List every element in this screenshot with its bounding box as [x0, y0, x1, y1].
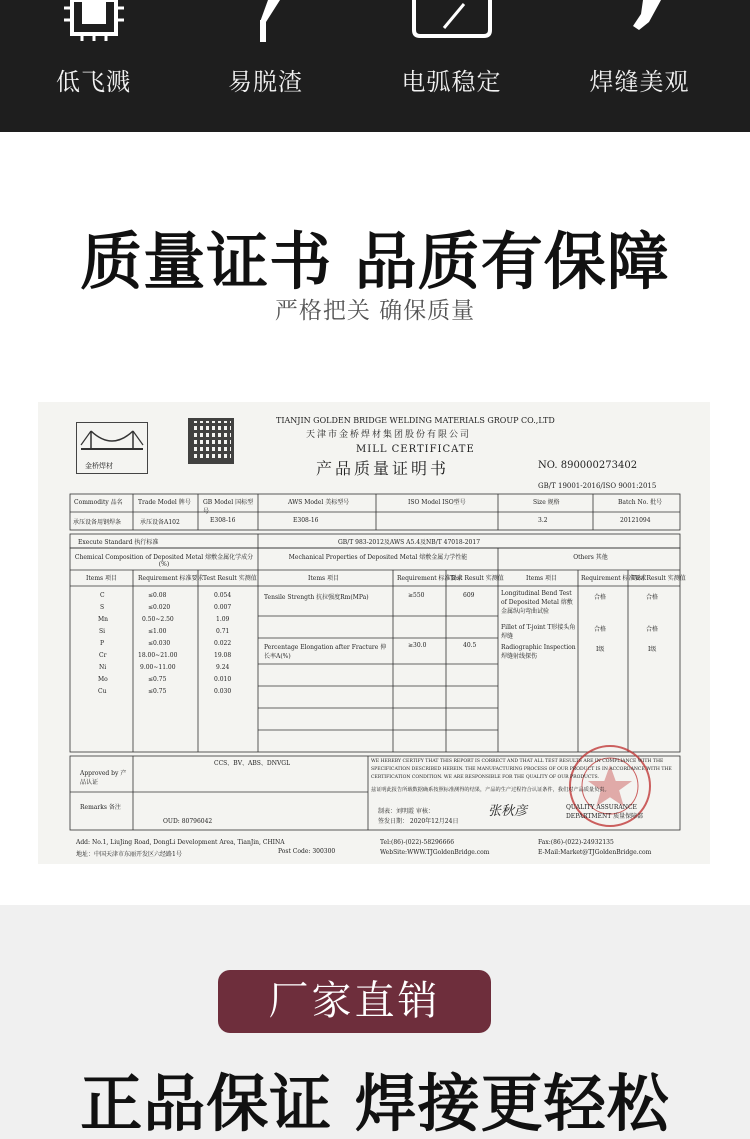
col-test-result: Test Result 实测值 — [203, 575, 257, 582]
table-row: Mn — [98, 616, 109, 623]
table-cell: 9.00~11.00 — [140, 664, 176, 671]
table-row: Radiographic Inspection 焊缝射线探伤 — [501, 644, 576, 660]
certification-statement: WE HEREBY CERTIFY THAT THIS REPORT IS CORRECT AND THAT ALL TEST RESULTS ARE IN COMPLIANCE WITH THE SPECIFICATION DESCRIBED HEREIN. THE MANUFACTURING PROCESS OF OUR PRODUCT IS IN ACCORDANCE WITH THE CERTIFICATION CONDITION. WE ARE RESPONSIBLE FOR THE QUALITY OF OUR PRODUCTS. — [371, 759, 672, 780]
table-cell: 609 — [463, 592, 475, 599]
company-name-en: TIANJIN GOLDEN BRIDGE WELDING MATERIALS GROUP CO.,LTD — [276, 416, 555, 425]
table-cell: ≤0.020 — [148, 604, 171, 611]
feature-label: 低飞溅 — [56, 68, 131, 96]
header-size: Size 规格 — [533, 499, 560, 506]
table-row: C — [100, 592, 105, 599]
table-cell: ≥30.0 — [408, 642, 427, 649]
table-cell: 合格 — [646, 626, 659, 633]
remarks-value: OUD: 80796042 — [163, 818, 213, 825]
mechanical-title: Mechanical Properties of Deposited Metal 熔敷金属力学性能 — [288, 554, 468, 561]
col-requirement: Requirement 标准要求 — [397, 575, 463, 582]
table-cell: 1.09 — [216, 616, 230, 623]
table-cell: 9.24 — [216, 664, 230, 671]
issue-date: 签发日期： 2020年12月24日 — [378, 818, 459, 825]
table-cell: 40.5 — [463, 642, 477, 649]
others-title: Others 其他 — [573, 554, 608, 561]
table-cell: 0.022 — [214, 640, 232, 647]
cert-number: NO. 890000273402 — [538, 460, 638, 471]
table-cell: ≤0.75 — [148, 688, 167, 695]
address-en: Add: No.1, LiuJing Road, DongLi Development Area, TianJin, CHINA — [76, 839, 285, 846]
quality-title: 质量证书 品质有保障 — [80, 225, 670, 298]
doc-title-en: MILL CERTIFICATE — [356, 444, 475, 455]
table-row: Longitudinal Bend Test of Deposited Metal 熔敷金属纵向弯曲试验 — [501, 590, 573, 615]
welding-rod-icon — [246, 0, 286, 48]
post-code: Post Code: 300300 — [278, 848, 336, 855]
table-cell: ≤1.00 — [148, 628, 167, 635]
bridge-logo-icon — [77, 423, 147, 457]
table-row: Percentage Elongation after Fracture 伸长率A(%) — [264, 644, 387, 660]
col-items: Items 项目 — [526, 575, 558, 582]
doc-title-cn: 产品质量证明书 — [316, 459, 450, 478]
brand-logo — [76, 422, 148, 474]
col-requirement: Requirement 标准要求 — [138, 575, 204, 582]
value-commodity: 承压设备用钢焊条 — [73, 519, 122, 526]
table-cell: I级 — [648, 646, 657, 653]
chemical-title: Chemical Composition of Deposited Metal 熔敷金属化学成分(%) — [74, 554, 254, 568]
remarks-label: Remarks 备注 — [80, 804, 121, 811]
table-cell: 0.71 — [216, 628, 230, 635]
signer: 制表：刘明霞 审核： — [378, 808, 434, 815]
table-cell: 合格 — [646, 594, 659, 601]
brand-name: 金桥焊材 — [85, 462, 113, 470]
table-cell: 合格 — [594, 626, 607, 633]
table-row: Cr — [99, 652, 107, 659]
qa-department: QUALITY ASSURANCE DEPARTMENT 质量保障部 — [566, 804, 644, 820]
iso-standard: GB/T 19001-2016/ISO 9001:2015 — [538, 482, 657, 490]
factory-direct-badge: 厂家直销 — [218, 970, 491, 1033]
certification-statement-cn: 兹证明此报告所载数据确系按照标准测得的结果，产品的生产过程符合认证条件，我们对产品质量负责。 — [371, 787, 610, 793]
address-cn: 地址：中国天津市东丽开发区六经路1号 — [76, 851, 182, 858]
factory-title: 正品保证 焊接更轻松 — [80, 1067, 670, 1139]
execute-standard-label: Execute Standard 执行标准 — [78, 539, 159, 546]
col-requirement: Requirement 标准要求 — [581, 575, 647, 582]
table-cell: ≤0.75 — [148, 676, 167, 683]
table-row: Mo — [98, 676, 108, 683]
table-cell: 18.00~21.00 — [138, 652, 178, 659]
table-cell: ≥550 — [408, 592, 425, 599]
col-items: Items 项目 — [86, 575, 118, 582]
feature-band — [0, 0, 750, 132]
approved-value: CCS、BV、ABS、DNVGL — [214, 760, 291, 767]
header-aws-model: AWS Model 美标型号 — [288, 499, 350, 506]
table-cell: ≤0.030 — [148, 640, 171, 647]
quality-subtitle: 严格把关 确保质量 — [274, 298, 476, 324]
table-row: S — [100, 604, 105, 611]
col-test-result: Test Result 实测值 — [632, 575, 686, 582]
table-row: Cu — [98, 688, 107, 695]
execute-standard-value: GB/T 983-2012及AWS A5.4及NB/T 47018-2017 — [338, 539, 481, 546]
header-gb-model: GB Model 国标型号 — [203, 499, 254, 515]
arc-screen-icon — [410, 0, 494, 42]
website: WebSite:WWW.TJGoldenBridge.com — [380, 849, 490, 856]
welding-torch-icon — [615, 0, 665, 38]
table-row: Fillet of T-joint T形接头角焊缝 — [501, 624, 576, 640]
table-row: P — [100, 640, 105, 647]
chip-icon — [54, 0, 134, 46]
feature-label: 易脱渣 — [228, 68, 303, 96]
email: E-Mail:Market@TJGoldenBridge.com — [538, 849, 652, 856]
table-cell: ≤0.08 — [148, 592, 167, 599]
header-iso-model: ISO Model ISO型号 — [408, 499, 466, 506]
value-aws-model: E308-16 — [293, 517, 319, 524]
value-batch: 20121094 — [620, 517, 651, 524]
table-cell: 0.030 — [214, 688, 232, 695]
feature-low-spatter — [0, 0, 187, 132]
table-cell: 合格 — [594, 594, 607, 601]
header-trade-model: Trade Model 牌号 — [138, 499, 191, 506]
table-cell: I级 — [596, 646, 605, 653]
approved-label: Approved by 产品认证 — [80, 770, 127, 786]
feature-easy-slag — [172, 0, 359, 132]
signature: 张秋彦 — [488, 804, 528, 819]
table-row: Ni — [99, 664, 107, 671]
header-batch: Batch No. 批号 — [618, 499, 663, 506]
feature-label: 电弧稳定 — [401, 68, 502, 96]
value-trade-model: 承压设备A102 — [140, 519, 180, 526]
table-cell: 0.50~2.50 — [142, 616, 174, 623]
table-cell: 19.08 — [214, 652, 232, 659]
table-cell: 0.010 — [214, 676, 232, 683]
table-cell: 0.054 — [214, 592, 232, 599]
value-gb-model: E308-16 — [210, 517, 236, 524]
table-cell: 0.007 — [214, 604, 232, 611]
feature-label: 焊缝美观 — [589, 68, 690, 96]
col-items: Items 项目 — [308, 575, 340, 582]
fax: Fax:(86)-(022)-24932135 — [538, 839, 614, 846]
mill-certificate — [38, 402, 710, 864]
qr-code — [188, 418, 234, 464]
col-test-result: Test Result 实测值 — [450, 575, 504, 582]
table-row: Tensile Strength 抗拉强度Rm(MPa) — [264, 594, 369, 601]
table-row: Si — [99, 628, 106, 635]
header-commodity: Commodity 品名 — [74, 499, 123, 506]
feature-beautiful-seam — [546, 0, 733, 132]
feature-stable-arc — [358, 0, 545, 132]
company-name-cn: 天津市金桥焊材集团股份有限公司 — [306, 430, 472, 440]
value-size: 3.2 — [538, 517, 548, 524]
telephone: Tel:(86)-(022)-58296666 — [380, 839, 455, 846]
